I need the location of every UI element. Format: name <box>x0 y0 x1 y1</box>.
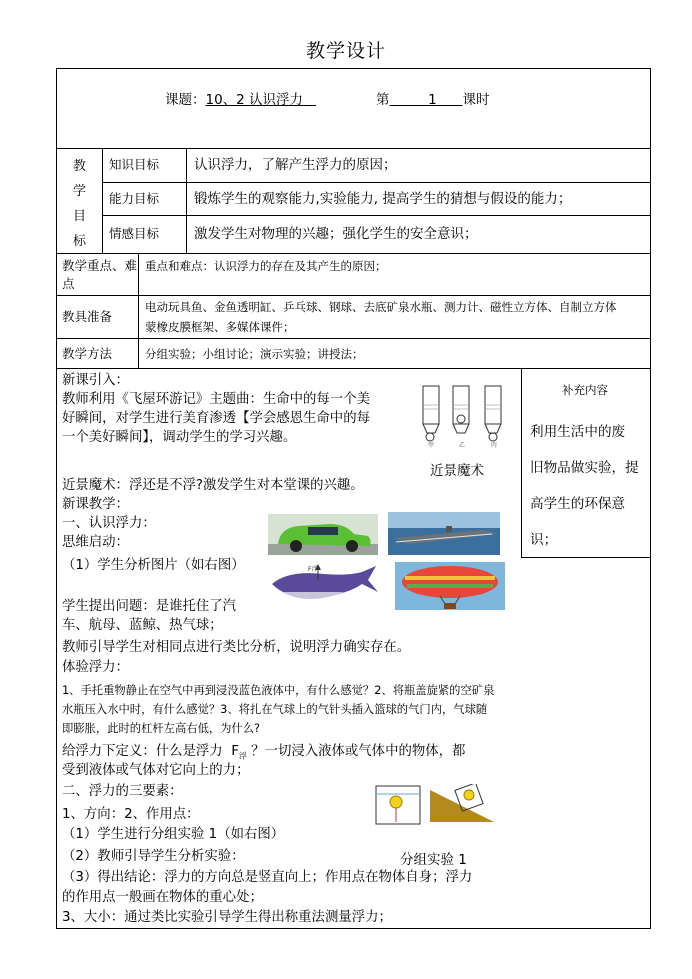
magic-label-bing: 丙 <box>491 442 498 449</box>
topic-value: 10、2 认识浮力 <box>205 92 304 108</box>
magic-bottles-image <box>415 383 515 449</box>
balloon-photo <box>395 562 505 610</box>
body-line: （2）教师引导学生分析实验： <box>62 849 245 864</box>
objective-label-ability: 能力目标 <box>109 191 160 206</box>
buoyancy-symbol: F <box>231 744 239 759</box>
body-line: 教师利用《飞屋环游记》主题曲：生命中的每一个美 <box>62 392 370 407</box>
carrier-photo <box>388 512 500 555</box>
body-line: 近景魔术：浮还是不浮?激发学生对本堂课的兴趣。 <box>62 478 364 493</box>
objective-text-emotion: 激发学生对物理的兴趣；强化学生的安全意识； <box>194 226 478 242</box>
group-experiment-caption: 分组实验 1 <box>400 852 467 868</box>
body-line: （1）学生分析图片（如右图） <box>62 558 245 573</box>
experience-item: 水瓶压入水中时，有什么感觉？3、将扎在气球上的气针头插入篮球的气门内，气球随 <box>62 703 488 716</box>
body-line: 1、方向：2、作用点： <box>62 807 200 822</box>
topic-line: 课题：10、2 认识浮力 <box>165 92 304 108</box>
experience-item: 1、手托重物静止在空气中再到浸没蓝色液体中，有什么感觉？2、将瓶盖旋紧的空矿泉 <box>62 684 495 697</box>
objective-text-ability: 锻炼学生的观察能力,实验能力, 提高学生的猜想与假设的能力； <box>194 191 572 207</box>
supplement-header: 补充内容 <box>562 383 608 397</box>
magic-caption: 近景魔术 <box>430 463 484 479</box>
body-line: 学生提出问题：是谁托住了汽 <box>62 599 237 614</box>
body-line: 二、浮力的三要素： <box>62 784 183 799</box>
whale-force-label: F浮 <box>308 566 318 573</box>
period-value: 1 <box>428 92 437 108</box>
focus-label-line2: 点 <box>62 276 75 291</box>
objectives-group-label: 教 学 目 标 <box>73 159 87 249</box>
objective-label-knowledge: 知识目标 <box>109 157 160 172</box>
body-line: 车、航母、蓝鲸、热气球； <box>62 618 223 633</box>
whale-photo <box>268 562 380 610</box>
methods-text: 分组实验；小组讨论；演示实验；讲授法； <box>145 347 364 361</box>
body-line: 一、认识浮力： <box>62 516 156 531</box>
period-line: 第 1 课时 <box>376 92 490 108</box>
methods-label: 教学方法 <box>62 346 113 361</box>
body-line: 新课教学： <box>62 497 129 512</box>
focus-text: 重点和难点：认识浮力的存在及其产生的原因； <box>145 259 387 273</box>
experience-item: 即膨胀，此时的杠杆左高右低，为什么? <box>62 722 261 735</box>
body-line: 教师引导学生对相同点进行类比分析，说明浮力确实存在。 <box>62 640 411 655</box>
magic-label-yi: 乙 <box>459 442 466 449</box>
body-line: 一个美好瞬间】，调动学生的学习兴趣。 <box>62 430 297 445</box>
materials-label: 教具准备 <box>62 309 113 324</box>
body-line: 受到液体或气体对它向上的力； <box>62 763 250 778</box>
body-line: （1）学生进行分组实验 1（如右图） <box>62 827 285 842</box>
materials-line1: 电动玩具鱼、金鱼透明缸、乒乓球、钢球、去底矿泉水瓶、测力计、磁性立方体、自制立方体 <box>145 300 617 314</box>
focus-label-line1: 教学重点、难 <box>62 258 138 273</box>
group-experiment-image <box>372 784 497 828</box>
materials-line2: 蒙橡皮膜框架、多媒体课件； <box>145 320 295 334</box>
supplement-text: 利用生活中的废 旧物品做实验，提 高学生的环保意 识； <box>530 424 639 548</box>
body-line: 好瞬间，对学生进行美育渗透【学会感恩生命中的每 <box>62 411 370 426</box>
car-photo <box>268 514 378 555</box>
body-line: 3、大小：通过类比实验引导学生得出称重法测量浮力； <box>62 910 392 925</box>
buoyancy-definition: 给浮力下定义：什么是浮力 $F_浮$ ？一切浸入液体或气体中的物体，都 <box>62 744 466 761</box>
magic-label-jia: 甲 <box>428 442 435 449</box>
objective-text-knowledge: 认识浮力，了解产生浮力的原因； <box>194 157 397 173</box>
body-intro-heading: 新课引入： <box>62 373 129 388</box>
body-line: （3）得出结论：浮力的方向总是竖直向上；作用点在物体自身；浮力 <box>62 870 473 885</box>
objective-label-emotion: 情感目标 <box>109 226 160 241</box>
body-line: 思维启动： <box>62 535 129 550</box>
document-title: 教学设计 <box>305 40 386 62</box>
body-line: 的作用点一般画在物体的重心处； <box>62 890 263 905</box>
body-line: 体验浮力： <box>62 660 129 675</box>
